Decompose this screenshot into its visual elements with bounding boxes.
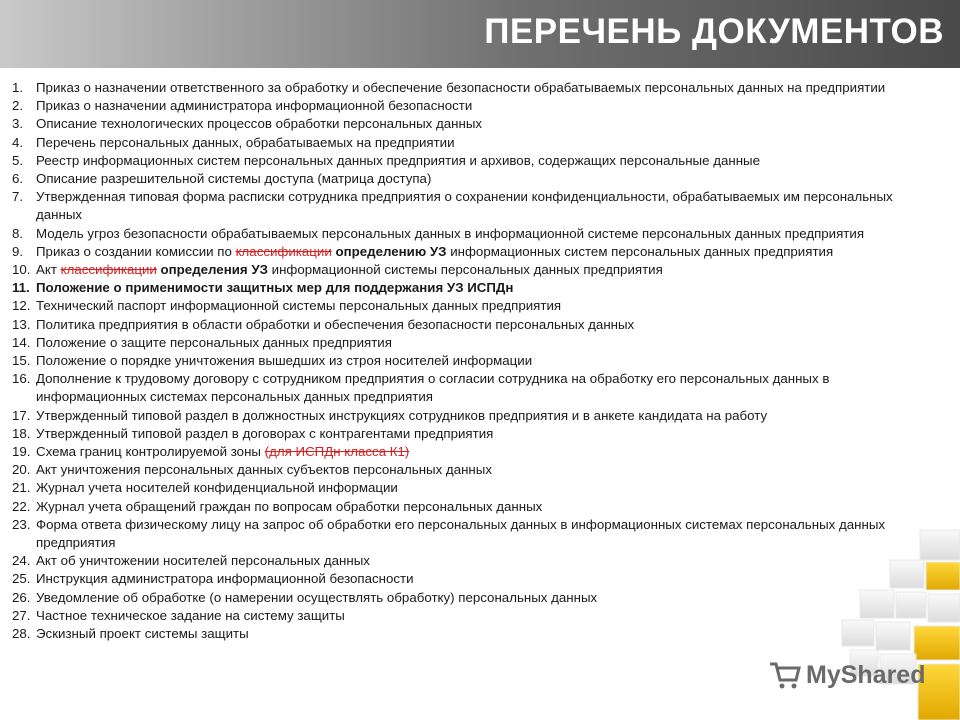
item-text: [36, 261, 932, 279]
list-item: [12, 589, 932, 607]
item-text: Утвержденный типовой раздел в должностных инструкциях сотрудников предприятия и в анкете кандидата на работу: [36, 407, 768, 423]
item-number: 14.: [12, 334, 31, 350]
list-item: [12, 479, 932, 497]
logo: [768, 658, 925, 692]
item-text: Приказ о назначении ответственного за обработку и обеспечение безопасности обрабатываемых персональных данных на предприятии: [36, 80, 886, 95]
document-list: [12, 79, 932, 643]
struck-text: классификации: [60, 262, 157, 278]
item-number: 18.: [12, 425, 31, 441]
item-text: Приказ о назначении администратора информационной безопасности: [36, 98, 473, 114]
item-number: 3.: [12, 116, 24, 132]
item-text: Акт об уничтожении носителей персональных данных: [36, 553, 370, 569]
list-item: [12, 297, 932, 315]
item-number: 24.: [12, 553, 31, 569]
item-number: 7.: [12, 189, 24, 205]
list-item: [12, 370, 932, 406]
item-text: Положение о защите персональных данных предприятия: [36, 334, 392, 350]
item-text: Модель угроз безопасности обрабатываемых персональных данных в информационной системе персональных данных предприятия: [36, 225, 865, 241]
item-text: [36, 243, 932, 261]
list-item: [12, 425, 932, 443]
list-item: [12, 115, 932, 133]
list-item: [12, 625, 932, 643]
list-item: [12, 570, 932, 588]
item-number: 25.: [12, 571, 31, 587]
list-item: [12, 152, 932, 170]
item-number: 6.: [12, 171, 24, 187]
item-number: 16.: [12, 371, 31, 387]
list-item: [12, 261, 932, 279]
item-number: 11.: [12, 280, 30, 296]
list-item: [12, 316, 932, 334]
item-number: 28.: [12, 626, 31, 642]
item-text: Журнал учета носителей конфиденциальной информации: [36, 480, 398, 496]
item-text: Журнал учета обращений граждан по вопросам обработки персональных данных: [36, 498, 543, 514]
item-text: Утвержденная типовая форма расписки сотрудника предприятия о сохранении конфиденциальности, обрабатываемых им персональных данных: [36, 189, 893, 223]
item-number: 12.: [12, 298, 31, 314]
item-number: 22.: [12, 498, 31, 514]
item-number: 27.: [12, 607, 31, 623]
item-text: Частное техническое задание на систему защиты: [36, 607, 345, 623]
page-title: ПЕРЕЧЕНЬ ДОКУМЕНТОВ: [484, 12, 944, 51]
item-text: Политика предприятия в области обработки и обеспечения безопасности персональных данных: [36, 316, 635, 332]
item-text: Описание разрешительной системы доступа (матрица доступа): [36, 171, 432, 187]
item-text: [36, 443, 932, 461]
item-number: 2.: [12, 98, 24, 114]
item-text: Форма ответа физическому лицу на запрос об обработки его персональных данных в информационных системах персональных данных предприятия: [36, 516, 886, 551]
list-item: [12, 461, 932, 479]
item-text-part: Акт: [36, 262, 61, 278]
list-item: [12, 188, 932, 224]
logo-text: MyShared: [806, 660, 926, 689]
item-number: 20.: [12, 462, 31, 478]
list-item: [12, 516, 932, 552]
item-text: Инструкция администратора информационной безопасности: [36, 571, 414, 587]
struck-text: (для ИСПДн класса К1): [264, 444, 410, 460]
list-item: [12, 498, 932, 516]
item-text-part: информационной системы персональных данных предприятия: [267, 262, 663, 278]
list-item: [12, 225, 932, 243]
item-text-part: Приказ о создании комиссии по: [36, 243, 236, 259]
item-number: 10.: [12, 262, 31, 278]
list-item: [12, 552, 932, 570]
list-item: [12, 334, 932, 352]
item-number: 13.: [12, 316, 31, 332]
item-number: 17.: [12, 407, 31, 423]
list-item: [12, 170, 932, 188]
list-item: [12, 279, 932, 297]
item-text: Технический паспорт информационной системы персональных данных предприятия: [36, 298, 562, 314]
bold-text: определению УЗ: [331, 243, 447, 259]
list-item: [12, 352, 932, 370]
item-text: Акт уничтожения персональных данных субъектов персональных данных: [36, 462, 492, 478]
item-text: Положение о порядке уничтожения вышедших из строя носителей информации: [36, 353, 533, 369]
item-number: 5.: [12, 152, 24, 168]
item-number: 15.: [12, 353, 31, 369]
item-number: 21.: [12, 480, 31, 496]
list-item: [12, 443, 932, 461]
list-item: [12, 79, 932, 97]
item-text: Положение о применимости защитных мер для поддержания УЗ ИСПДн: [36, 280, 514, 296]
list-item: [12, 607, 932, 625]
bold-text: определения УЗ: [156, 262, 268, 278]
item-number: 19.: [12, 444, 31, 460]
item-number: 26.: [12, 589, 31, 605]
item-text: Перечень персональных данных, обрабатываемых на предприятии: [36, 134, 455, 150]
item-text: Дополнение к трудовому договору с сотрудником предприятия о согласии сотрудника на обработку его персональных данных в информационных системах персональных данных предприятия: [36, 371, 830, 405]
item-number: 23.: [12, 516, 31, 532]
item-number: 8.: [12, 225, 24, 241]
item-number: 1.: [12, 80, 24, 95]
item-number: 4.: [12, 134, 24, 150]
list-item: [12, 134, 932, 152]
item-text: Описание технологических процессов обработки персональных данных: [36, 116, 483, 132]
item-text-part: Схема границ контролируемой зоны: [36, 444, 265, 460]
item-number: 9.: [12, 243, 24, 259]
item-text: Реестр информационных систем персональных данных предприятия и архивов, содержащих персональные данные: [36, 152, 760, 168]
list-item: [12, 407, 932, 425]
header-bar: [0, 0, 960, 68]
item-text: Эскизный проект системы защиты: [36, 626, 249, 642]
cart-icon: [768, 660, 802, 690]
item-text: Утвержденный типовой раздел в договорах с контрагентами предприятия: [36, 425, 494, 441]
item-text-part: информационных систем персональных данных предприятия: [446, 243, 834, 259]
list-item: [12, 97, 932, 115]
struck-text: классификации: [235, 243, 332, 259]
list-item: [12, 243, 932, 261]
item-text: Уведомление об обработке (о намерении осуществлять обработку) персональных данных: [36, 589, 598, 605]
